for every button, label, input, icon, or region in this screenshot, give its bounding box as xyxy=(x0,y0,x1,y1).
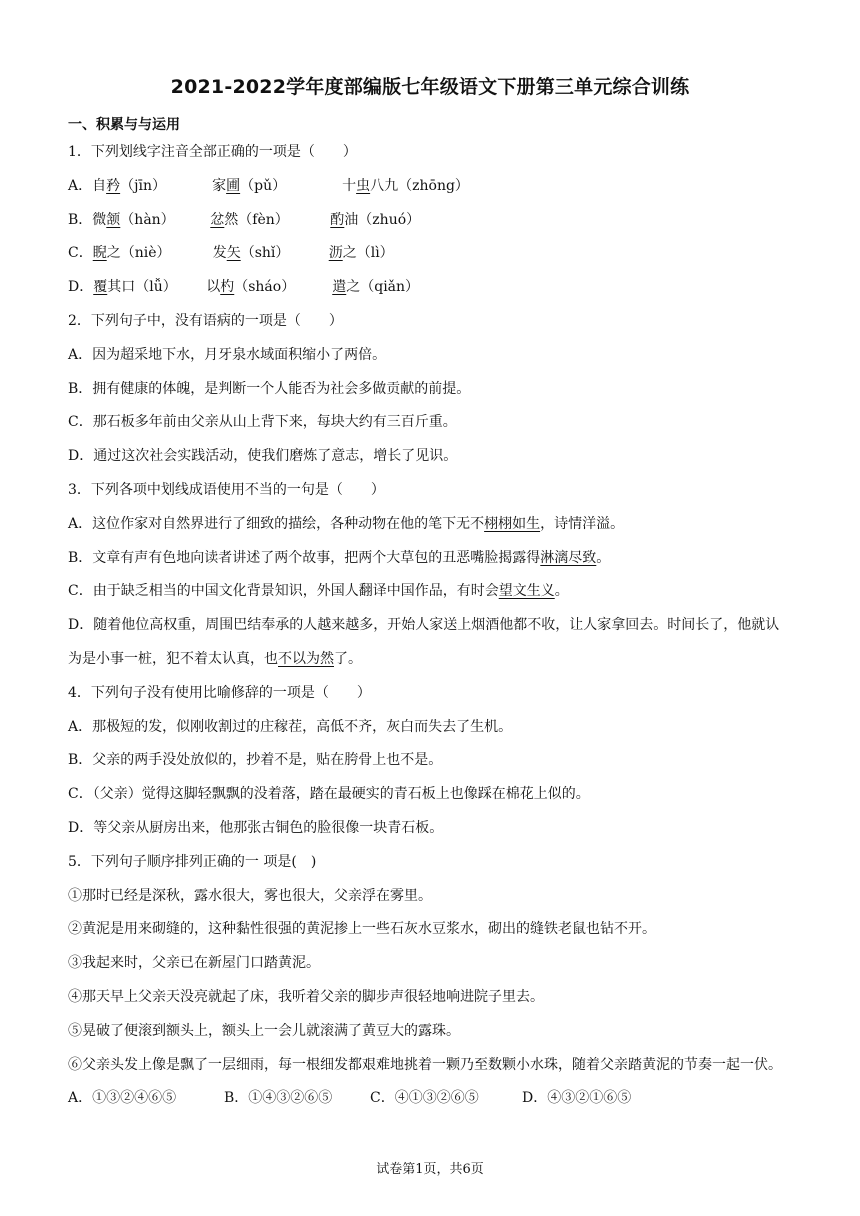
underlined-idiom: 淋漓尽致 xyxy=(540,549,597,566)
question-3-option-a: A．这位作家对自然界进行了细致的描绘，各种动物在他的笔下无不栩栩如生，诗情洋溢。 xyxy=(68,515,625,532)
question-5-option-d: D．④③②①⑥⑤ xyxy=(522,1090,632,1107)
question-4-option-c: C．（父亲）觉得这脚轻飘飘的没着落，踏在最硬实的青石板上也像踩在棉花上似的。 xyxy=(68,786,590,803)
question-1-stem: 1．下列划线字注音全部正确的一项是（ ） xyxy=(68,144,357,160)
question-5-sentence-6: ⑥父亲头发上像是飘了一层细雨，每一根细发都艰难地挑着一颗乃至数颗小水珠，随着父亲踏黄泥的节奏一起一伏。 xyxy=(68,1056,782,1073)
page-title: 2021-2022学年度部编版七年级语文下册第三单元综合训练 xyxy=(170,76,690,98)
underlined-idiom: 不以为然 xyxy=(278,650,334,667)
question-5-option-c: C．④①③②⑥⑤ xyxy=(370,1090,479,1107)
question-2-stem: 2．下列句子中，没有语病的一项是（ ） xyxy=(68,312,343,329)
question-3-option-d: D．随着他位高权重，周围巴结奉承的人越来越多，开始人家送上烟酒他都不收，让人家拿回去。时间长了，他就认为是小事一桩，犯不着太认真，也不以为然了。 xyxy=(68,617,780,667)
question-5-sentence-2: ②黄泥是用来砌缝的，这种黏性很强的黄泥掺上一些石灰水豆浆水，砌出的缝铁老鼠也钻不开。 xyxy=(68,921,656,938)
question-5-sentence-4: ④那天早上父亲天没亮就起了床，我听着父亲的脚步声很轻地响进院子里去。 xyxy=(68,988,544,1005)
question-1-option-a: A．自矜（jīn） 家圃（pǔ） 十虫八九（zhōng） xyxy=(68,177,469,194)
question-2-option-b: B．拥有健康的体魄，是判断一个人能否为社会多做贡献的前提。 xyxy=(68,380,471,397)
question-5-option-a: A．①③②④⑥⑤ xyxy=(68,1090,177,1107)
question-3-option-b: B．文章有声有色地向读者讲述了两个故事，把两个大草包的丑恶嘴脸揭露得淋漓尽致。 xyxy=(68,549,611,566)
question-4-option-a: A．那极短的发，似刚收割过的庄稼茬，高低不齐，灰白而失去了生机。 xyxy=(68,718,513,735)
question-2-option-a: A．因为超采地下水，月牙泉水域面积缩小了两倍。 xyxy=(68,346,387,363)
question-1-option-d: D．覆其口（lǚ） 以杓（sháo） 遣之（qiǎn） xyxy=(68,279,420,296)
question-4-stem: 4．下列句子没有使用比喻修辞的一项是（ ） xyxy=(68,684,371,701)
question-4-option-d: D．等父亲从厨房出来，他那张古铜色的脸很像一块青石板。 xyxy=(68,819,444,836)
question-5-options xyxy=(68,1082,793,1116)
question-5-sentence-1: ①那时已经是深秋，露水很大，雾也很大，父亲浮在雾里。 xyxy=(68,887,432,904)
underlined-idiom: 望文生义 xyxy=(498,583,555,600)
question-1-option-b: B．微颔（hàn） 忿然（fèn） 酌油（zhuó） xyxy=(68,211,421,228)
question-1-option-c: C．睨之（niè） 发矢（shǐ） 沥之（lì） xyxy=(68,245,394,262)
question-5-sentence-5: ⑤晃破了便滚到额头上，额头上一会儿就滚满了黄豆大的露珠。 xyxy=(68,1022,460,1039)
question-5-option-b: B．①④③②⑥⑤ xyxy=(224,1090,333,1107)
underlined-idiom: 栩栩如生 xyxy=(484,515,541,532)
question-5-sentence-3: ③我起来时，父亲已在新屋门口踏黄泥。 xyxy=(68,955,320,972)
page-footer: 试卷第1页，共6页 xyxy=(376,1162,484,1177)
question-list xyxy=(68,136,793,1116)
question-3-stem: 3．下列各项中划线成语使用不当的一句是（ ） xyxy=(68,481,385,498)
question-2-option-c: C．那石板多年前由父亲从山上背下来，每块大约有三百斤重。 xyxy=(68,414,457,431)
question-3-option-c: C．由于缺乏相当的中国文化背景知识，外国人翻译中国作品，有时会望文生义。 xyxy=(68,583,569,600)
question-2-option-d: D．通过这次社会实践活动，使我们磨炼了意志，增长了见识。 xyxy=(68,448,458,465)
question-5-stem: 5．下列句子顺序排列正确的一 项是( ) xyxy=(68,853,317,870)
section-heading: 一、积累与与运用 xyxy=(68,117,180,133)
question-4-option-b: B．父亲的两手没处放似的，抄着不是，贴在胯骨上也不是。 xyxy=(68,752,443,769)
